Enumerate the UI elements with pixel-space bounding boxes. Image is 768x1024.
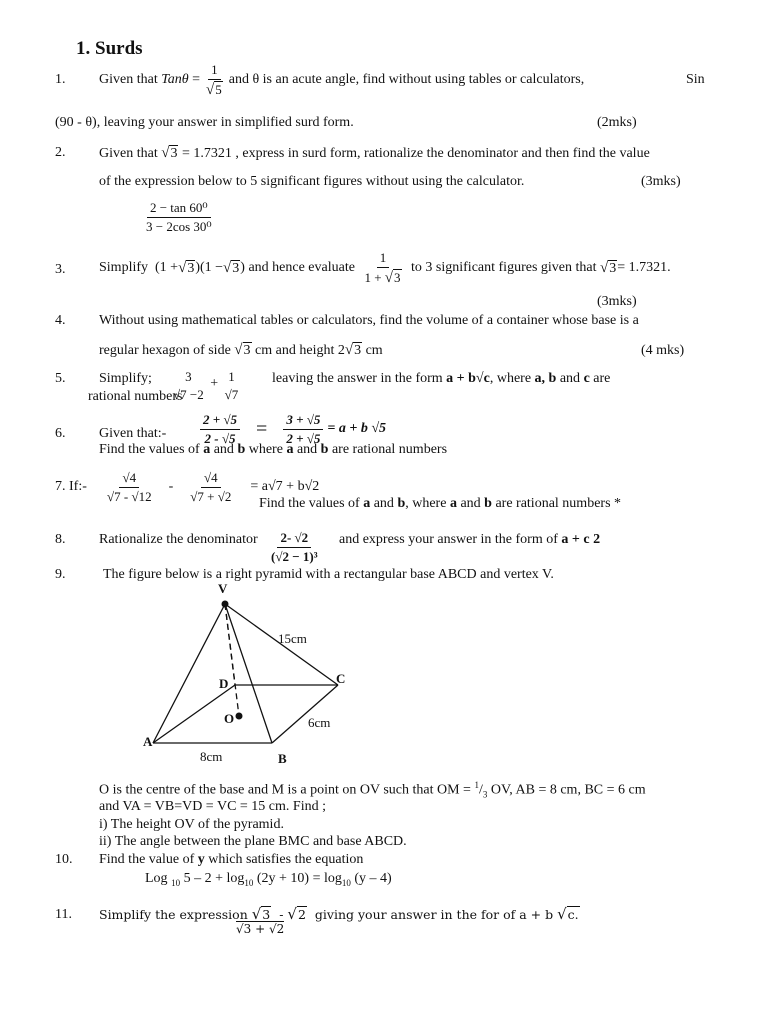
label-15cm: 15cm [278, 631, 307, 646]
q4-rad1: 3 [243, 343, 251, 358]
q3-tail-rad: 3 [609, 260, 617, 276]
q5-and: and [559, 371, 581, 386]
q9-part-i: i) The height OV of the pyramid. [99, 817, 284, 832]
q4-line2b: cm and height 2 [255, 343, 345, 358]
q3-p1-open: (1 + [155, 260, 179, 276]
q1-sin: Sin [686, 72, 705, 87]
q3-frac-den-pre: 1 + [364, 269, 382, 285]
q3-frac-den-rad: 3 [394, 269, 401, 285]
q9-p1a: O is the centre of the base and M is a point on OV such that OM = [99, 782, 475, 798]
q6-where: where [248, 442, 283, 457]
q5-number: 5. [55, 371, 66, 386]
q6-line2a: Find the values of [99, 442, 200, 457]
q5-line2: rational numbers [88, 389, 183, 404]
q5-are: are [593, 371, 611, 386]
q5-abc: a, b [534, 371, 557, 386]
vertex-v-dot [222, 601, 229, 608]
q7-f1-num: √4 [119, 470, 139, 488]
q2-number: 2. [55, 145, 66, 160]
q7-minus: - [168, 479, 174, 495]
q8-form: a + c 2 [561, 532, 601, 547]
q5-f1-den: √7 −2 [173, 386, 204, 402]
q4-rad2: 3 [354, 343, 362, 358]
q10-sub2: 10 [244, 877, 254, 888]
q7-number: 7. If:- [55, 479, 87, 494]
label-b: B [278, 751, 287, 766]
q10-y: y [197, 852, 205, 867]
q6-l-den: 2 - √5 [204, 430, 236, 446]
q7-f2-num: √4 [201, 470, 221, 488]
q7-where: , where [405, 496, 447, 511]
label-6cm: 6cm [308, 715, 331, 730]
q10-text-a: Find the value of [99, 852, 195, 867]
q8-text: Rationalize the denominator [99, 532, 258, 547]
q11-n1: 3 [262, 907, 271, 922]
q6-a: a [203, 442, 211, 457]
q9-p1sup: 1 [474, 780, 479, 790]
q3-mid: and hence evaluate [248, 260, 355, 276]
q11-n2: 2 [297, 907, 306, 922]
q7-a: a [363, 496, 371, 511]
q11-text: Simplify the expression [99, 907, 248, 922]
q3-number: 3. [55, 262, 66, 277]
q6-number: 6. [55, 426, 66, 441]
edge-ad [153, 685, 235, 743]
q6-and1: and [213, 442, 234, 457]
edge-bc [272, 685, 338, 743]
edge-va [153, 604, 225, 743]
q7-rest: are rational numbers * [495, 496, 622, 511]
q2-rest: = 1.7321 , express in surd form, rationalize the denominator and then find the value [181, 146, 650, 161]
q6-and2: and [296, 442, 318, 457]
q6-line2 [99, 442, 447, 458]
q3-line1: Simplify (1 + √3 )(1 − √3 ) and hence evaluate $\frac{1}{1 + √3}$ to 3 significant figures given that √3 = 1.7321. [99, 250, 671, 286]
q10-number: 10. [55, 852, 73, 867]
q8-f-den: (√2 − 1)³ [271, 548, 318, 564]
q11-minus: - [279, 907, 284, 922]
q2-marks: (3mks) [641, 174, 681, 189]
q10-text-b: which satisfies the equation [208, 852, 364, 867]
q5-plus: + [210, 375, 219, 391]
q6-rhs: = a + b √5 [327, 421, 387, 437]
q1-marks: (2mks) [597, 115, 637, 130]
q1-frac-den: √5 [206, 81, 222, 98]
centre-o-dot [236, 713, 243, 720]
q6-r-den: 2 + √5 [286, 430, 321, 446]
q10-eq3: (2y + 10) = log [253, 871, 342, 886]
q2-rad: 3 [170, 146, 178, 161]
q6-eq: = [256, 417, 268, 440]
q10-eq2: 5 – 2 + log [183, 871, 245, 886]
q2-expression [143, 200, 215, 234]
q8-number: 8. [55, 532, 66, 547]
q9-part-ii: ii) The angle between the plane BMC and base ABCD. [99, 834, 407, 849]
q3-tail-val: = 1.7321. [617, 260, 671, 276]
q10-equation [145, 871, 392, 888]
q7-b: b [397, 496, 406, 511]
q5-text: leaving the answer in the form [272, 371, 443, 386]
q4-line1: Without using mathematical tables or calculators, find the volume of a container whose base is a [99, 313, 639, 328]
q4-number: 4. [55, 313, 66, 328]
q1-frac-den-rad: 5 [215, 81, 222, 97]
q7-a2: a [449, 496, 457, 511]
q4-line2c: cm [365, 343, 383, 358]
q4-marks: (4 mks) [641, 343, 685, 358]
q5-c: c [583, 371, 590, 386]
q8-f-num: 2- √2 [277, 530, 311, 548]
q10-eq4: (y – 4) [350, 871, 392, 886]
q3-p1-close: )(1 − [195, 260, 224, 276]
q5-form: a + b√c [446, 371, 490, 386]
q11-line1: Simplify the expression √3 - √2 giving your answer in the for of a + b √c. [99, 905, 579, 923]
q3-marks: (3mks) [597, 294, 637, 309]
q1-rest: and θ is an acute angle, find without using tables or calculators, [228, 72, 585, 88]
q5-f2-num: 1 [228, 369, 235, 384]
q11-c: c. [567, 907, 579, 922]
q6-rest: are rational numbers [331, 442, 448, 457]
q7-and2: and [460, 496, 481, 511]
q3-simplify: Simplify [99, 260, 149, 276]
label-o: O [224, 711, 235, 726]
q10-sub3: 10 [341, 877, 351, 888]
q5-where: , where [489, 371, 532, 386]
q7-b2: b [484, 496, 492, 511]
q6-a2: a [286, 442, 294, 457]
pyramid-figure [130, 580, 370, 770]
q8-fraction [268, 530, 321, 564]
q9-para1: O is the centre of the base and M is a point on OV such that OM = $^1/_3$ OV, AB = 8 cm, BC = 6 cm [99, 780, 646, 800]
q3-p2-close: ) [240, 260, 245, 276]
label-8cm: 8cm [200, 749, 223, 764]
q3-tail: to 3 significant figures given that [411, 260, 597, 276]
q7-and: and [373, 496, 394, 511]
q5-simplify: Simplify; [99, 371, 152, 386]
q7-find-line [259, 496, 621, 512]
q3-frac-num: 1 [377, 250, 390, 268]
q7-f1-den: √7 - √12 [107, 488, 152, 504]
q11-rest: giving your answer in the for of a + b [314, 907, 554, 922]
q11-denominator: √3 + √2 [236, 922, 285, 936]
q9-text: The figure below is a right pyramid with a rectangular base ABCD and vertex V. [103, 567, 554, 582]
q3-p1-rad: 3 [187, 260, 195, 276]
q3-frac-den: 1 + √3 [364, 269, 401, 286]
q7-rhs: = a√7 + b√2 [250, 479, 320, 495]
q7-f2-den: √7 + √2 [190, 488, 232, 504]
q4-line2: regular hexagon of side √3 cm and height 2√3 cm [99, 342, 383, 358]
page-title: 1. Surds [76, 38, 143, 59]
q11-number: 11. [55, 907, 72, 922]
q5-text-line [272, 371, 610, 387]
q3-fraction [361, 250, 404, 287]
q4-line2a: regular hexagon of side [99, 343, 231, 358]
q6-b2: b [320, 442, 329, 457]
q1-number: 1. [55, 72, 66, 87]
q6-r-num: 3 + √5 [283, 412, 323, 430]
q1-line1 [99, 62, 584, 99]
q9-number: 9. [55, 567, 66, 582]
q1-tan: Tanθ [161, 72, 189, 88]
q6-given: Given that:- [99, 426, 167, 441]
q1-line2: (90 - θ), leaving your answer in simplified surd form. [55, 115, 354, 130]
label-d: D [219, 676, 229, 691]
label-a: A [143, 734, 153, 749]
q5-f1-num: 3 [185, 369, 192, 384]
q10-eq1: Log [145, 871, 168, 886]
q1-fraction [203, 62, 226, 99]
q6-b: b [237, 442, 246, 457]
q6-l-num: 2 + √5 [200, 412, 240, 430]
label-c: C [336, 671, 346, 686]
q2-expr-den: 3 − 2cos 30⁰ [146, 218, 212, 234]
q9-p1sub: 3 [482, 789, 488, 800]
q8-rest-line [339, 532, 600, 548]
q2-line1: Given that √3 = 1.7321 , express in surd form, rationalize the denominator and then find the value [99, 145, 650, 161]
q9-p1b: OV, AB = 8 cm, BC = 6 cm [487, 782, 646, 798]
q2-given: Given that [99, 146, 158, 161]
height-vo [225, 604, 239, 716]
q5-f2-den: √7 [224, 386, 239, 402]
q7-find: Find the values of [259, 496, 360, 511]
label-v: V [218, 581, 228, 596]
q8-rest: and express your answer in the form of [339, 532, 558, 547]
q9-para2: and VA = VB=VD = VC = 15 cm. Find ; [99, 799, 326, 814]
q1-given: Given that [99, 72, 158, 88]
q3-p2-rad: 3 [232, 260, 240, 276]
q10-line1 [99, 852, 363, 868]
q2-line2: of the expression below to 5 significant figures without using the calculator. [99, 174, 525, 189]
q1-frac-num: 1 [208, 62, 221, 80]
q2-expr-num: 2 − tan 60⁰ [147, 200, 211, 218]
q10-sub1: 10 [171, 877, 181, 888]
q1-eq: = [192, 72, 201, 88]
